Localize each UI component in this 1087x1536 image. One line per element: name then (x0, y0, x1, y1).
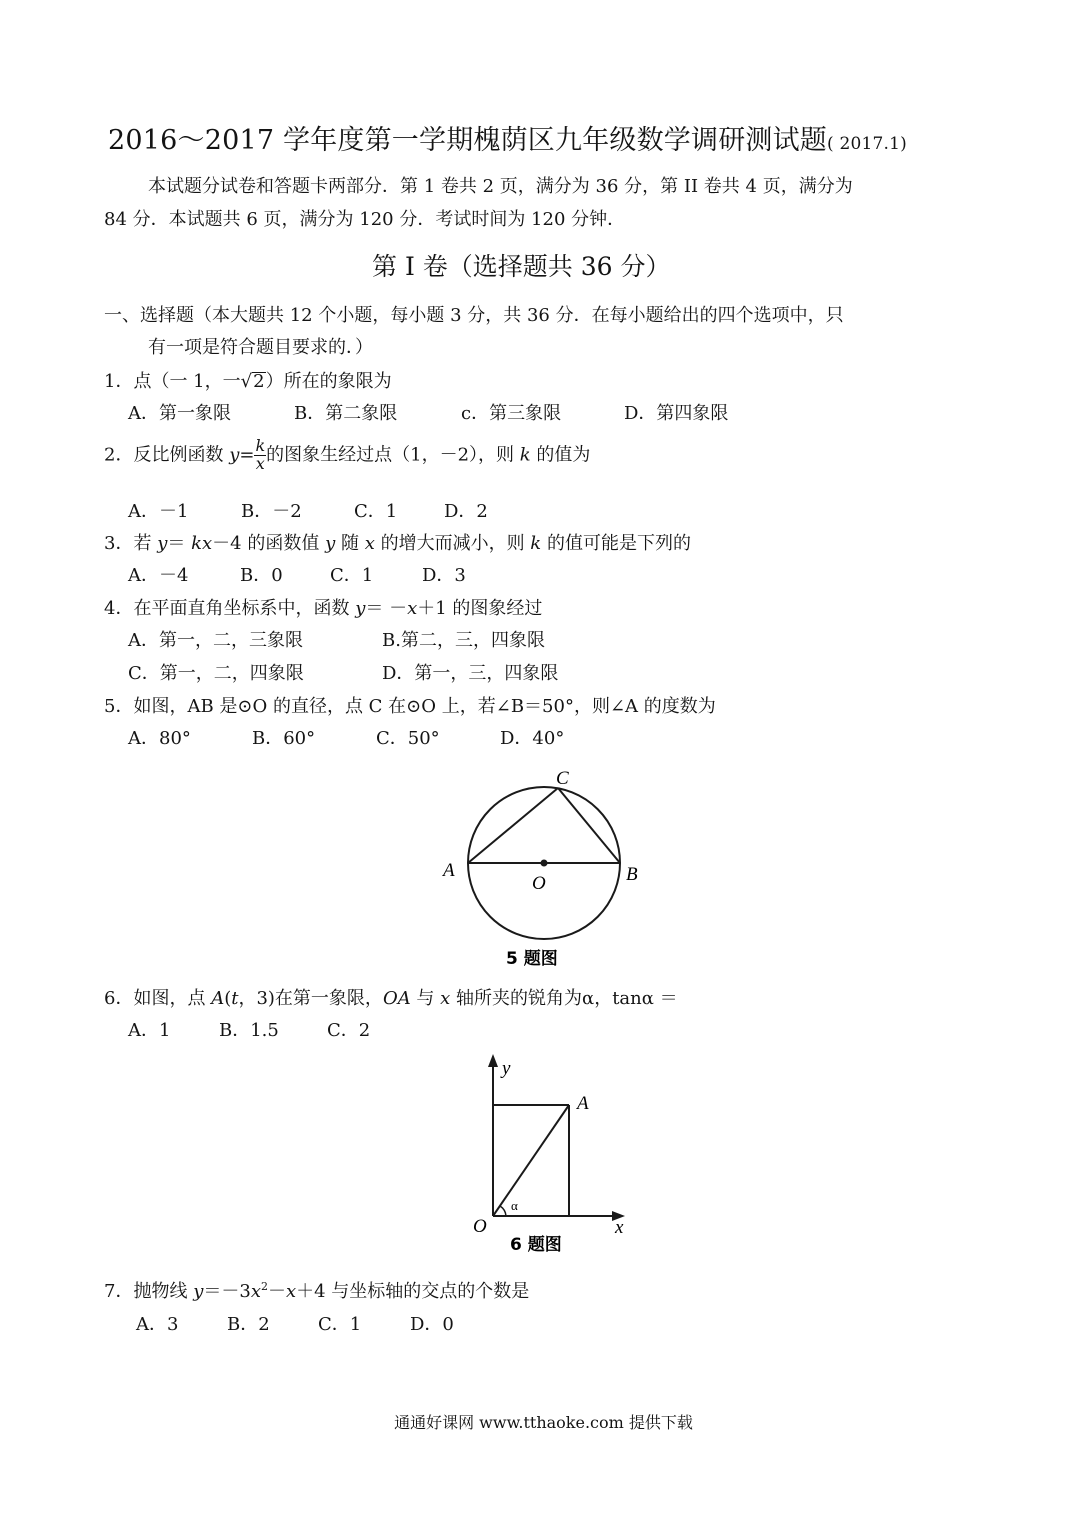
q3-equals: ＝ (167, 533, 192, 554)
q2-text-post: 的值为 (530, 444, 591, 466)
q3-var-x: x (364, 533, 375, 554)
q5-option-c[interactable]: C．50° (376, 728, 440, 749)
q5-option-a[interactable]: A．80° (128, 728, 191, 749)
q7-text-pre: 7．抛物线 (104, 1281, 194, 1302)
q4-option-d[interactable]: D．第一，三，四象限 (382, 663, 559, 684)
sqrt-symbol: √ (240, 371, 253, 392)
title-date: ( 2017.1) (827, 134, 907, 154)
q2-var-k: k (519, 444, 531, 466)
q4-var-y: y (355, 598, 366, 619)
y-axis-arrow (488, 1054, 498, 1067)
section-title: 第 I 卷（选择题共 36 分） (372, 252, 671, 281)
q7-var-y: y (193, 1281, 204, 1302)
q3-option-b[interactable]: B．0 (240, 565, 283, 586)
q5-option-d[interactable]: D．40° (500, 728, 565, 749)
label-c: C (556, 768, 569, 789)
question-2-options (128, 497, 488, 523)
q6-var-a: A (211, 988, 225, 1009)
q6-coord-open: ( (224, 988, 232, 1009)
question-7-options (136, 1310, 454, 1336)
q7-option-d[interactable]: D．0 (410, 1314, 454, 1335)
label-y: y (502, 1058, 511, 1079)
q4-var-x: x (407, 598, 418, 619)
q1-text-post: ）所在的象限为 (265, 371, 392, 392)
question-1-options (128, 399, 728, 425)
q3-var-y: y (157, 533, 168, 554)
q2-denominator: x (255, 453, 265, 473)
instructions-line-2: 有一项是符合题目要求的．） (148, 337, 373, 358)
chord-ac (468, 788, 558, 863)
intro-line-1: 本试题分试卷和答题卡两部分．第 1 卷共 2 页，满分为 36 分，第 II 卷共 4 页，满分为 (148, 176, 853, 197)
q2-equals: = (239, 444, 255, 466)
q7-var-x: x (250, 1281, 261, 1302)
q6-text-pre: 6．如图，点 (104, 988, 212, 1009)
q3-option-d[interactable]: D．3 (422, 565, 466, 586)
q7-text-post: ＋4 与坐标轴的交点的个数是 (296, 1281, 530, 1302)
question-5-options (128, 724, 564, 750)
page-footer: 通通好课网 www.tthaoke.com 提供下载 (394, 1413, 693, 1432)
instructions-line-1: 一、选择题（本大题共 12 个小题，每小题 3 分，共 36 分．在每小题给出的四个选项中，只 (104, 305, 844, 326)
angle-alpha-arc (500, 1206, 506, 1216)
intro-line-2: 84 分．本试题共 6 页，满分为 120 分．考试时间为 120 分钟． (104, 209, 626, 230)
label-a: A (577, 1093, 589, 1114)
q6-var-oa: OA (382, 988, 411, 1009)
q3-text-mid1: －4 的函数值 (212, 533, 326, 554)
label-x: x (615, 1217, 624, 1238)
q6-option-c[interactable]: C．2 (327, 1020, 371, 1041)
q7-option-c[interactable]: C．1 (318, 1314, 362, 1335)
q3-text-pre: 3．若 (104, 533, 158, 554)
q3-var-y2: y (325, 533, 336, 554)
q1-option-b[interactable]: B．第二象限 (294, 403, 398, 424)
q4-option-b[interactable]: B.第二，三，四象限 (382, 630, 545, 651)
q1-text-pre: 1．点（一 1，一 (104, 371, 241, 392)
q1-option-c[interactable]: c．第三象限 (461, 403, 562, 424)
q4-text-post: ＋1 的图象经过 (417, 598, 543, 619)
question-4-options-row-1 (128, 626, 545, 652)
q2-fraction (254, 438, 266, 473)
question-6-options (128, 1016, 370, 1042)
segment-oa (493, 1105, 569, 1216)
q7-text-mid: － (267, 1281, 286, 1302)
question-5-stem: 5．如图，AB 是⊙O 的直径，点 C 在⊙O 上，若∠B＝50°，则∠A 的度数为 (104, 696, 716, 717)
figure-5-circle (430, 760, 660, 975)
question-3-stem (104, 529, 691, 555)
q4-equals: ＝ － (365, 598, 408, 619)
question-6-stem (104, 984, 678, 1010)
question-4-stem (104, 594, 542, 620)
q4-option-a[interactable]: A．第一，二，三象限 (128, 630, 303, 651)
q2-option-c[interactable]: C．1 (354, 501, 398, 522)
q7-option-a[interactable]: A．3 (136, 1314, 179, 1335)
q2-var-y: y (229, 444, 240, 466)
q2-numerator: k (255, 436, 266, 455)
q6-option-a[interactable]: A．1 (128, 1020, 171, 1041)
question-3-options (128, 561, 466, 587)
q7-equals: ＝－3 (203, 1281, 251, 1302)
q7-option-b[interactable]: B．2 (227, 1314, 270, 1335)
q1-option-d[interactable]: D．第四象限 (624, 403, 729, 424)
q2-option-b[interactable]: B．－2 (241, 501, 302, 522)
figure-6-coordinate (462, 1052, 642, 1262)
label-alpha: α (511, 1198, 518, 1213)
label-a: A (443, 860, 455, 881)
q1-radicand: 2 (253, 371, 265, 392)
q7-var-x2: x (285, 1281, 297, 1302)
q3-text-mid3: 的增大而减小，则 (374, 533, 531, 554)
q6-text-post: 轴所夹的锐角为α，tanα ＝ (450, 988, 678, 1009)
question-2-stem (104, 438, 590, 473)
center-point-o (541, 860, 548, 867)
label-b: B (626, 864, 638, 885)
q2-option-d[interactable]: D．2 (444, 501, 488, 522)
q3-var-kx: kx (191, 533, 213, 554)
q2-option-a[interactable]: A．－1 (128, 501, 189, 522)
title-main: 2016～2017 学年度第一学期槐荫区九年级数学调研测试题 (108, 125, 828, 156)
question-4-options-row-2 (128, 659, 558, 685)
label-o: O (473, 1216, 487, 1237)
q6-coord-close: ，3)在第一象限， (238, 988, 383, 1009)
q6-text-mid: 与 (410, 988, 441, 1009)
q6-var-x: x (440, 988, 451, 1009)
q5-option-b[interactable]: B．60° (252, 728, 316, 749)
q3-option-a[interactable]: A．－4 (128, 565, 189, 586)
q3-text-mid2: 随 (335, 533, 365, 554)
q6-var-t: t (231, 988, 239, 1009)
label-o: O (532, 873, 546, 894)
q3-var-k: k (530, 533, 542, 554)
q7-exponent: 2 (260, 1280, 268, 1293)
q2-text-mid: 的图象生经过点（1，－2），则 (266, 444, 520, 466)
question-7-stem (104, 1277, 529, 1303)
q4-text-pre: 4．在平面直角坐标系中，函数 (104, 598, 356, 619)
figure-5-caption: 5 题图 (506, 949, 558, 969)
question-1-stem (104, 367, 392, 393)
q4-option-c[interactable]: C．第一，二，四象限 (128, 663, 304, 684)
q2-text-pre: 2．反比例函数 (104, 444, 230, 466)
page-title (108, 118, 907, 157)
q6-option-b[interactable]: B．1.5 (219, 1020, 279, 1041)
q3-text-post: 的值可能是下列的 (541, 533, 691, 554)
q1-option-a[interactable]: A．第一象限 (128, 403, 231, 424)
q3-option-c[interactable]: C．1 (330, 565, 374, 586)
figure-6-caption: 6 题图 (510, 1235, 562, 1255)
